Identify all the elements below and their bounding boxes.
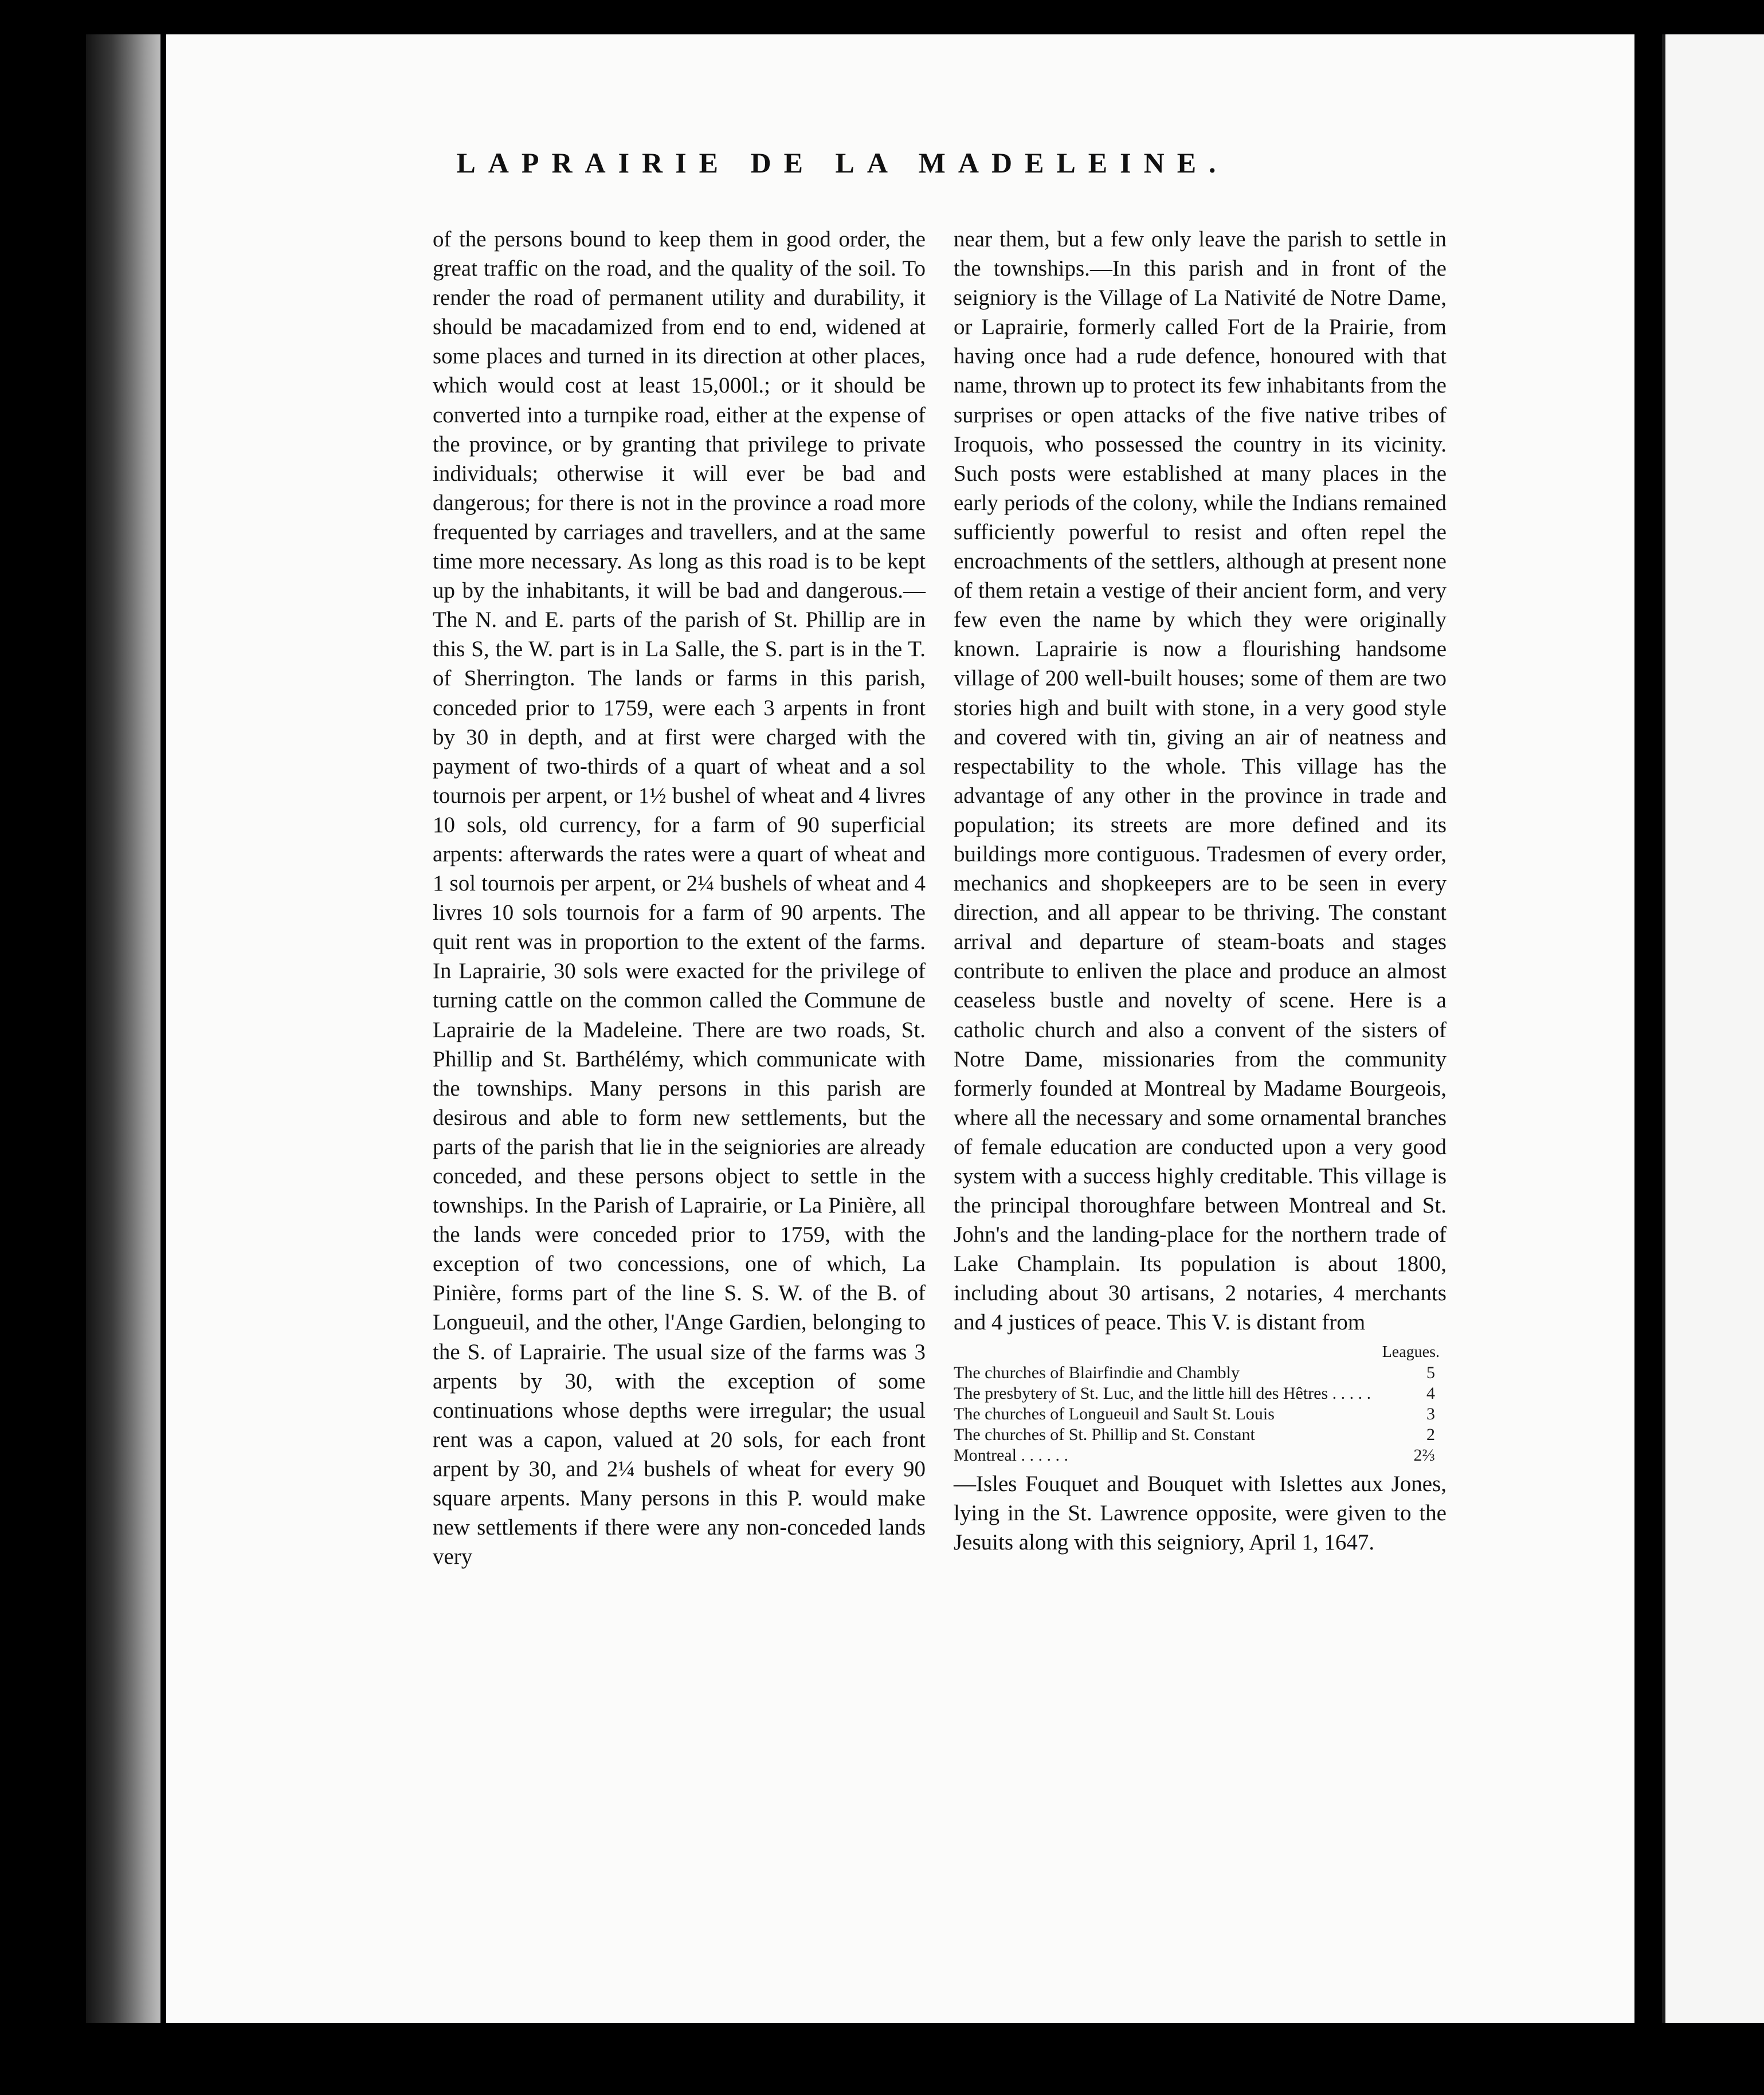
distance-row: [954, 1445, 1447, 1466]
distance-place: The churches of St. Phillip and St. Constant: [954, 1425, 1255, 1444]
distance-row: [954, 1404, 1447, 1425]
page-title: LAPRAIRIE DE LA MADELEINE.: [456, 147, 1229, 179]
distance-row: [954, 1425, 1447, 1445]
distance-place: The churches of Blairfindie and Chambly: [954, 1363, 1240, 1382]
book-gutter: [86, 34, 160, 2023]
distance-row: [954, 1363, 1447, 1383]
left-text-column: [433, 225, 926, 1571]
facing-page-edge: [1662, 34, 1764, 2023]
distance-rows: [954, 1363, 1447, 1466]
distance-value: 5: [1426, 1363, 1435, 1382]
distance-row: [954, 1383, 1447, 1404]
closing-paragraph: —Isles Fouquet and Bouquet with Islettes aux Jones, lying in the St. Lawrence opposite, were given to the Jesuits along with this seigniory, April 1, 1647.: [954, 1471, 1447, 1555]
left-column-text: of the persons bound to keep them in good order, the great traffic on the road, and the quality of the soil. To render the road of permanent utility and durability, it should be macadamized from end to end, widened at some places and turned in its direction at other places, which would cost at least 15,000l.; or it should be converted into a turnpike road, either at the expense of the province, or by granting that privilege to private individuals; otherwise it will ever be bad and dangerous; for there is not in the province a road more frequented by carriages and travellers, and at the same time more necessary. As long as this road is to be kept up by the inhabitants, it will be bad and dangerous.—The N. and E. parts of the parish of St. Phillip are in this S, the W. part is in La Salle, the S. part is in the T. of Sherrington. The lands or farms in this parish, conceded prior to 1759, were each 3 arpents in front by 30 in depth, and at first were charged with the payment of two-thirds of a quart of wheat and a sol tournois per arpent, or 1½ bushel of wheat and 4 livres 10 sols, old currency, for a farm of 90 superficial arpents: afterwards the rates were a quart of wheat and 1 sol tournois per arpent, or 2¼ bushels of wheat and 4 livres 10 sols tournois for a farm of 90 arpents. The quit rent was in proportion to the extent of the farms. In Laprairie, 30 sols were exacted for the privilege of turning cattle on the common called the Commune de Laprairie de la Madeleine. There are two roads, St. Phillip and St. Barthélémy, which communicate with the townships. Many persons in this parish are desirous and able to form new settlements, but the parts of the parish that lie in the seigniories are already conceded, and these persons object to settle in the townships. In the Parish of Laprairie, or La Pinière, all the lands were conceded prior to 1759, with the exception of two concessions, one of which, La Pinière, forms part of the line S. S. W. of the B. of Longueuil, and the other, l'Ange Gardien, belonging to the S. of Laprairie. The usual size of the farms was 3 arpents by 30, with the exception of some continuations whose depths were irregular; the usual rent was a capon, valued at 20 sols, for each front arpent by 30, and 2¼ bushels of wheat for every 90 square arpents. Many persons in this P. would make new settlements if there were any non-conceded lands very: [433, 227, 926, 1570]
distance-table: [954, 1342, 1447, 1466]
distance-value: 2⅔: [1413, 1445, 1435, 1465]
right-text-column: [954, 225, 1447, 1557]
distance-value: 3: [1426, 1404, 1435, 1423]
distance-table-header: Leagues.: [1382, 1343, 1440, 1361]
distance-place: The presbytery of St. Luc, and the little hill des Hêtres . . . . .: [954, 1383, 1371, 1403]
distance-value: 2: [1426, 1425, 1435, 1444]
right-column-text: near them, but a few only leave the parish to settle in the townships.—In this parish and in front of the seigniory is the Village of La Nativité de Notre Dame, or Laprairie, formerly called Fort de la Prairie, from having once had a rude defence, honoured with that name, thrown up to protect its few inhabitants from the surprises or open attacks of the five native tribes of Iroquois, who possessed the country in its vicinity. Such posts were established at many places in the early periods of the colony, while the Indians remained sufficiently powerful to resist and often repel the encroachments of the settlers, although at present none of them retain a vestige of their ancient form, and very few even the name by which they were originally known. Laprairie is now a flourishing handsome village of 200 well-built houses; some of them are two stories high and built with stone, in a very good style and covered with tin, giving an air of neatness and respectability to the whole. This village has the advantage of any other in the province in trade and population; its streets are more defined and its buildings more contiguous. Tradesmen of every order, mechanics and shopkeepers are to be seen in every direction, and all appear to be thriving. The constant arrival and departure of steam-boats and stages contribute to enliven the place and produce an almost ceaseless bustle and novelty of scene. Here is a catholic church and also a convent of the sisters of Notre Dame, missionaries from the community formerly founded at Montreal by Madame Bourgeois, where all the necessary and some ornamental branches of female education are conducted upon a very good system with a success highly creditable. This village is the principal thoroughfare between Montreal and St. John's and the landing-place for the northern trade of Lake Champlain. Its population is about 1800, including about 30 artisans, 2 notaries, 4 merchants and 4 justices of peace. This V. is distant from: [954, 227, 1447, 1335]
distance-place: Montreal . . . . . .: [954, 1445, 1068, 1465]
distance-value: 4: [1426, 1383, 1435, 1403]
distance-place: The churches of Longueuil and Sault St. Louis: [954, 1404, 1275, 1423]
